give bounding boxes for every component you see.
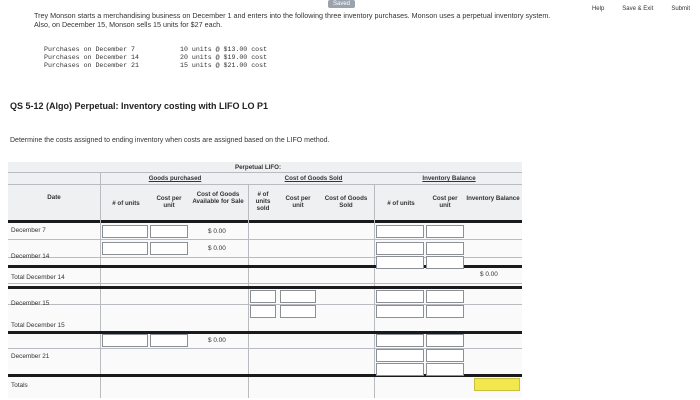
ib-units-input[interactable] [376,334,424,347]
ib-cost-input[interactable] [426,363,464,376]
ib-units-input[interactable] [376,225,424,238]
question-title: QS 5-12 (Algo) Perpetual: Inventory costing with LIFO LO P1 [10,101,269,111]
cogas-value: $ 0.00 [208,245,226,252]
column-divider [374,184,375,398]
column-divider [248,184,249,398]
col-cgs-units: # of units sold [255,191,271,212]
row-label: December 7 [11,227,46,234]
col-gp-cost: Cost per unit [156,195,182,209]
ib-cost-input[interactable] [426,225,464,238]
cgs-cost-input[interactable] [280,290,316,303]
ib-cost-input[interactable] [426,349,464,362]
row-label: December 21 [11,353,50,360]
help-link[interactable]: Help [591,6,605,12]
cgs-cost-input[interactable] [280,305,316,318]
cgs-units-input[interactable] [250,305,276,318]
ib-units-input[interactable] [376,256,424,269]
column-divider [100,172,101,398]
col-ib-cost: Cost per unit [432,195,458,209]
purchases-list [44,46,267,69]
ib-units-input[interactable] [376,349,424,362]
row-label: Total December 15 [11,322,65,329]
ib-total-value: $ 0.00 [480,271,498,278]
ib-cost-input[interactable] [426,290,464,303]
lifo-table [8,162,522,398]
col-cgs-cost: Cost per unit [285,195,311,209]
row-divider [8,283,522,284]
ib-cost-input[interactable] [426,305,464,318]
header-divider [8,184,522,185]
question-instruction: Determine the costs assigned to ending inventory when costs are assigned based on the LIFO method. [10,137,330,144]
purchase-label: Purchases on December 21 [44,61,139,69]
col-cogas: Cost of Goods Available for Sale [192,191,244,205]
inventory-balance-header: Inventory Balance [422,175,476,182]
ib-units-input[interactable] [376,242,424,255]
saved-status-badge: Saved [328,0,355,8]
purchase-row [44,54,267,62]
row-label: December 15 [11,300,50,307]
purchase-label: Purchases on December 7 [44,46,136,53]
purchase-detail: 15 units @ $21.00 cost [180,61,268,69]
row-divider [8,239,522,240]
header-divider [8,172,522,173]
problem-intro: Trey Monson starts a merchandising business on December 1 and enters into the following three inventory purchases. Monson uses a perpetual inventory system. Also, on December 15, Monson sells 15 units for $27 each. [34,11,551,29]
goods-purchased-header: Goods purchased [148,175,202,182]
top-toolbar [592,6,690,12]
row-label: December 14 [11,253,50,260]
gp-cost-input[interactable] [150,225,188,238]
totals-highlight-cell[interactable] [474,378,520,391]
gp-cost-input[interactable] [150,334,188,347]
gp-cost-input[interactable] [150,242,188,255]
cost-of-goods-sold-header: Cost of Goods Sold [284,175,343,182]
purchase-detail: 20 units @ $19.00 cost [180,53,268,61]
col-date: Date [47,194,61,201]
col-gp-units: # of units [112,200,140,207]
ib-units-input[interactable] [376,363,424,376]
row-label: Total December 14 [11,274,65,281]
purchase-label: Purchases on December 14 [44,53,139,61]
cogas-value: $ 0.00 [208,228,226,235]
cgs-units-input[interactable] [250,290,276,303]
row-label: Totals [11,382,28,389]
col-ib-total: Inventory Balance [466,195,520,202]
col-cgs-total: Cost of Goods Sold [324,195,368,209]
ib-cost-input[interactable] [426,334,464,347]
gp-units-input[interactable] [102,242,148,255]
purchase-row [44,46,267,54]
ib-cost-input[interactable] [426,242,464,255]
ib-units-input[interactable] [376,305,424,318]
table-title: Perpetual LIFO: [234,164,282,171]
purchase-row [44,62,267,70]
cogas-value: $ 0.00 [208,337,226,344]
submit-link[interactable]: Submit [671,6,690,12]
col-ib-units: # of units [387,200,415,207]
ib-units-input[interactable] [376,290,424,303]
save-exit-link[interactable]: Save & Exit [622,6,654,12]
purchase-detail: 10 units @ $13.00 cost [180,46,268,53]
ib-cost-input[interactable] [426,256,464,269]
gp-units-input[interactable] [102,334,148,347]
gp-units-input[interactable] [102,225,148,238]
header-bottom-rule [8,220,522,223]
total-rule [8,286,522,289]
